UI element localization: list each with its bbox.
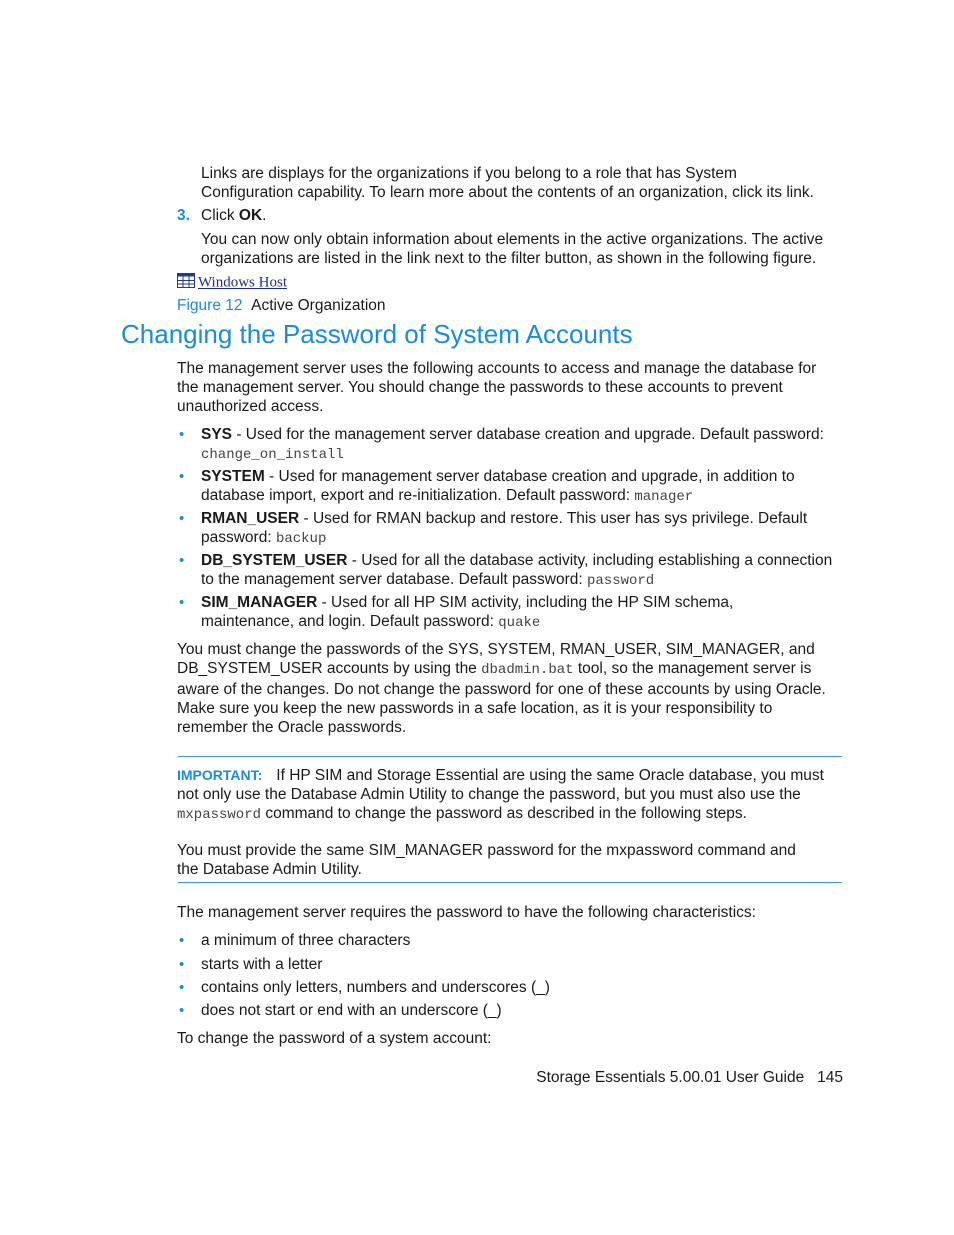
- requirements-intro: The management server requires the password to have the following characteristics:: [177, 904, 756, 921]
- step-number: 3.: [177, 207, 190, 224]
- account-item-system: [201, 467, 816, 507]
- requirement-item: does not start or end with an underscore (_): [201, 1002, 502, 1019]
- account-password: password: [587, 573, 655, 589]
- page-number: 145: [817, 1069, 843, 1086]
- page-footer: [536, 1068, 843, 1087]
- figure-caption: [177, 296, 386, 315]
- account-name: DB_SYSTEM_USER: [201, 552, 348, 569]
- step-3-paragraph: You can now only obtain information about elements in the active organizations. The active organizations are listed in the link next to the filter button, as shown in the following figure.: [201, 231, 824, 267]
- account-password: quake: [498, 615, 541, 631]
- change-text-1: You must change the passwords of the SYS, SYSTEM, RMAN_USER, SIM_MANAGER, and DB_SYSTEM_USER accounts by using the: [177, 641, 815, 677]
- account-password: manager: [634, 489, 694, 505]
- section-intro: The management server uses the following accounts to access and manage the database for the management server. You should change the passwords to these accounts to prevent unauthorized access.: [177, 360, 817, 415]
- account-password: change_on_install: [201, 447, 344, 463]
- figure-label: Figure 12: [177, 297, 243, 314]
- account-password: backup: [275, 531, 327, 547]
- list-bullet: •: [179, 979, 185, 996]
- account-desc: - Used for management server database creation and upgrade, in addition to database import, export and re-initialization. Default password:: [201, 468, 795, 504]
- ok-label: OK: [238, 207, 263, 224]
- step-click-label: Click: [201, 207, 239, 224]
- account-desc: - Used for all the database activity, including establishing a connection to the management server database. Default password:: [201, 552, 833, 588]
- change-text-2: tool, so the management server is aware of the changes. Do not change the password for one of these accounts by using Oracle. Make sure you keep the new passwords in a safe location, as it is your responsibility to remember the Oracle passwords.: [177, 660, 826, 736]
- account-name: SYS: [201, 426, 233, 443]
- account-name: SIM_MANAGER: [201, 594, 318, 611]
- requirement-item: a minimum of three characters: [201, 932, 411, 949]
- footer-guide-title: Storage Essentials 5.00.01 User Guide: [536, 1069, 805, 1086]
- callout-bottom-rule: [178, 882, 842, 883]
- links-paragraph: Links are displays for the organizations if you belong to a role that has System Configuration capability. To learn more about the contents of an organization, click its link.: [201, 165, 814, 201]
- list-bullet: •: [179, 956, 185, 973]
- account-item-sys: [201, 425, 826, 465]
- list-bullet: •: [179, 510, 185, 527]
- list-bullet: •: [179, 468, 185, 485]
- account-item-db-system-user: [201, 551, 841, 591]
- account-desc: - Used for all HP SIM activity, including the HP SIM schema, maintenance, and login. Default password:: [201, 594, 734, 630]
- important-paragraph-2: You must provide the same SIM_MANAGER password for the mxpassword command and the Database Admin Utility.: [177, 842, 796, 878]
- change-paragraph: [177, 640, 839, 737]
- section-title: Changing the Password of System Accounts: [121, 319, 633, 349]
- figure-caption-text: Active Organization: [251, 297, 386, 314]
- requirement-item: contains only letters, numbers and underscores (_): [201, 979, 550, 996]
- command-name: mxpassword: [177, 807, 262, 823]
- closing-line: To change the password of a system account:: [177, 1030, 492, 1047]
- account-name: RMAN_USER: [201, 510, 300, 527]
- step-3-text: [201, 206, 266, 225]
- account-name: SYSTEM: [201, 468, 265, 485]
- figure-link[interactable]: [177, 273, 287, 293]
- requirement-item: starts with a letter: [201, 956, 323, 973]
- list-bullet: •: [179, 932, 185, 949]
- important-label: IMPORTANT:: [177, 767, 263, 783]
- windows-host-link[interactable]: Windows Host: [198, 274, 287, 291]
- account-item-rman-user: [201, 509, 816, 549]
- tool-name: dbadmin.bat: [481, 662, 574, 678]
- callout-top-rule: [178, 756, 842, 757]
- grid-icon: [177, 273, 195, 293]
- account-desc: - Used for RMAN backup and restore. This user has sys privilege. Default password:: [201, 510, 808, 546]
- important-text-1: If HP SIM and Storage Essential are using the same Oracle database, you must not only use the Database Admin Utility to change the password, but you must also use the: [177, 767, 824, 803]
- list-bullet: •: [179, 426, 185, 443]
- important-paragraph: [177, 766, 837, 825]
- list-bullet: •: [179, 594, 185, 611]
- list-bullet: •: [179, 552, 185, 569]
- important-text-2: command to change the password as described in the following steps.: [261, 805, 747, 822]
- account-item-sim-manager: [201, 593, 821, 633]
- step-period: .: [262, 207, 267, 224]
- list-bullet: •: [179, 1002, 185, 1019]
- account-desc: - Used for the management server database creation and upgrade. Default password:: [232, 426, 824, 443]
